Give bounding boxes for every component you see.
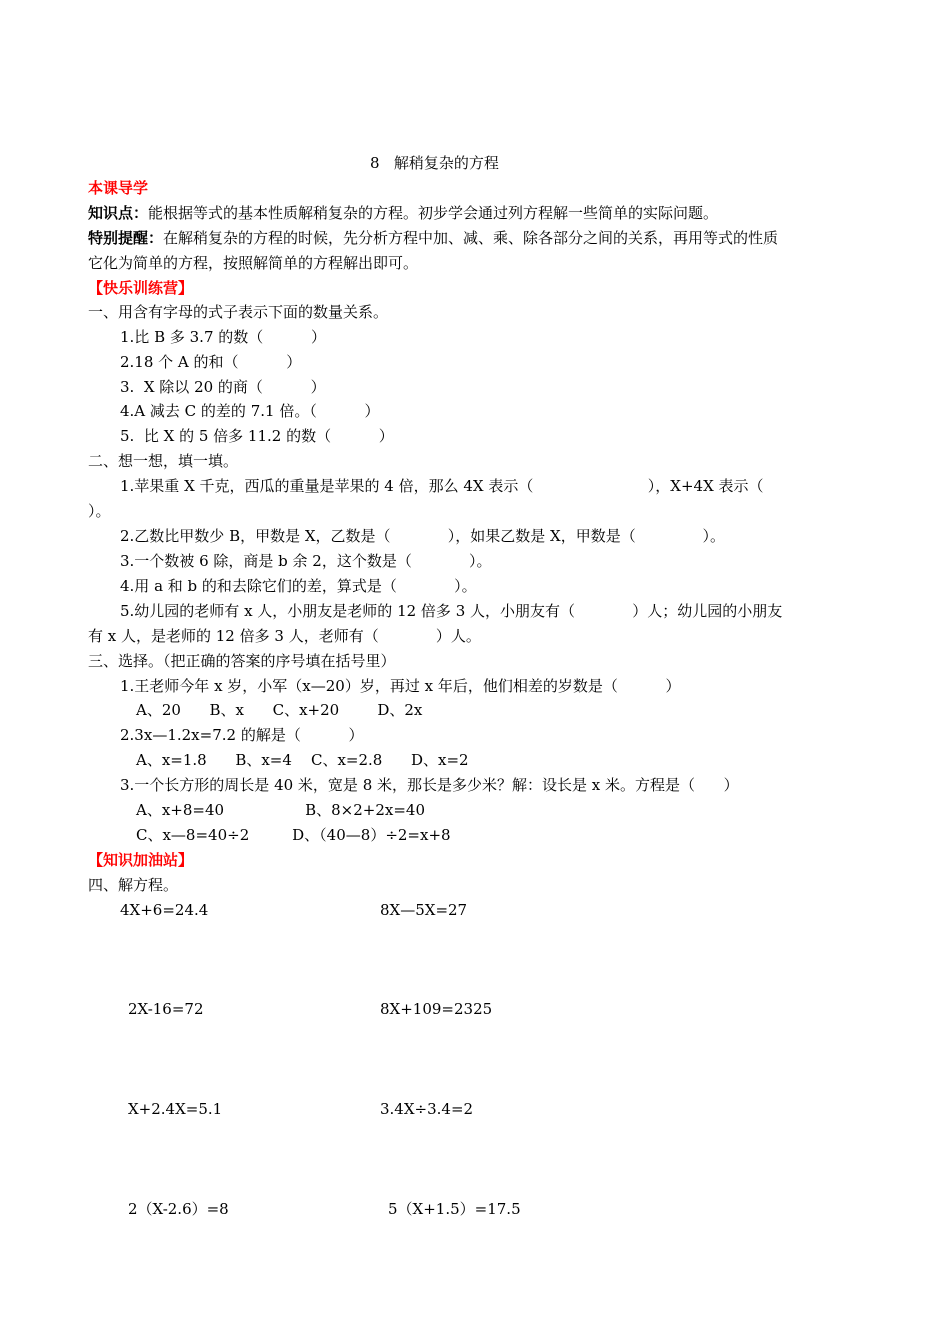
equation-3: 2X-16=72 (128, 1000, 204, 1018)
section3-q1-options: A、20 B、x C、x+20 D、2x (136, 701, 423, 719)
reminder-label: 特别提醒： (88, 229, 164, 247)
section3-q1: 1.王老师今年 x 岁，小军（x—20）岁，再过 x 年后，他们相差的岁数是（ ） (120, 677, 681, 695)
section3-q2-options: A、x=1.8 B、x=4 C、x=2.8 D、x=2 (136, 751, 469, 769)
section2-q3: 3.一个数被 6 除，商是 b 余 2，这个数是（ ）。 (120, 552, 492, 570)
equation-5: X+2.4X=5.1 (128, 1100, 223, 1118)
equation-6: 3.4X÷3.4=2 (380, 1100, 474, 1118)
practice-heading: 【快乐训练营】 (88, 279, 194, 297)
section2-q2: 2.乙数比甲数少 B，甲数是 X，乙数是（ ），如果乙数是 X，甲数是（ ）。 (120, 527, 725, 545)
knowledge-point (88, 203, 718, 223)
guide-heading: 本课导学 (88, 179, 149, 197)
equation-7: 2（X-2.6）=8 (128, 1200, 229, 1218)
section2-q5-line1: 5.幼儿园的老师有 x 人，小朋友是老师的 12 倍多 3 人，小朋友有（ ）人；幼儿园的小朋友 (120, 602, 783, 620)
reminder (88, 228, 778, 248)
section2-title: 二、想一想，填一填。 (88, 452, 239, 470)
section3-q3-options-2: C、x—8=40÷2 D、（40—8）÷2=x+8 (136, 826, 451, 844)
section1-item-3: 3. X 除以 20 的商（ ） (120, 378, 326, 396)
section2-q1-line1: 1.苹果重 X 千克，西瓜的重量是苹果的 4 倍，那么 4X 表示（ ），X+4X 表示（ (120, 477, 764, 495)
equation-8: 5（X+1.5）=17.5 (388, 1200, 521, 1218)
equation-1: 4X+6=24.4 (120, 901, 209, 919)
section1-title: 一、用含有字母的式子表示下面的数量关系。 (88, 303, 389, 321)
section3-q3-options-1: A、x+8=40 B、8×2+2x=40 (136, 801, 426, 819)
section4-title: 四、解方程。 (88, 876, 179, 894)
section3-title: 三、选择。（把正确的答案的序号填在括号里） (88, 652, 396, 670)
section2-q1-line2: ）。 (88, 502, 111, 520)
page-title: 8 解稍复杂的方程 (370, 154, 499, 172)
knowledge-label: 知识点： (88, 204, 149, 222)
knowledge-text: 能根据等式的基本性质解稍复杂的方程。初步学会通过列方程解一些简单的实际问题。 (148, 204, 719, 222)
section2-q4: 4.用 a 和 b 的和去除它们的差，算式是（ ）。 (120, 577, 477, 595)
section2-q5-line2: 有 x 人，是老师的 12 倍多 3 人，老师有（ ）人。 (88, 627, 481, 645)
equation-4: 8X+109=2325 (380, 1000, 493, 1018)
section3-q2: 2.3x—1.2x=7.2 的解是（ ） (120, 726, 364, 744)
section1-item-1: 1.比 B 多 3.7 的数（ ） (120, 328, 326, 346)
reminder-text-2: 它化为简单的方程，按照解简单的方程解出即可。 (88, 254, 419, 272)
equation-2: 8X—5X=27 (380, 901, 468, 919)
knowledge-heading: 【知识加油站】 (88, 851, 194, 869)
reminder-text-1: 在解稍复杂的方程的时候，先分析方程中加、减、乘、除各部分之间的关系，再用等式的性质 (163, 229, 779, 247)
section3-q3: 3.一个长方形的周长是 40 米，宽是 8 米，那长是多少米？解：设长是 x 米。方程是（ ） (120, 776, 739, 794)
section1-item-5: 5. 比 X 的 5 倍多 11.2 的数（ ） (120, 427, 394, 445)
section1-item-4: 4.A 减去 C 的差的 7.1 倍。（ ） (120, 402, 380, 420)
section1-item-2: 2.18 个 A 的和（ ） (120, 353, 302, 371)
